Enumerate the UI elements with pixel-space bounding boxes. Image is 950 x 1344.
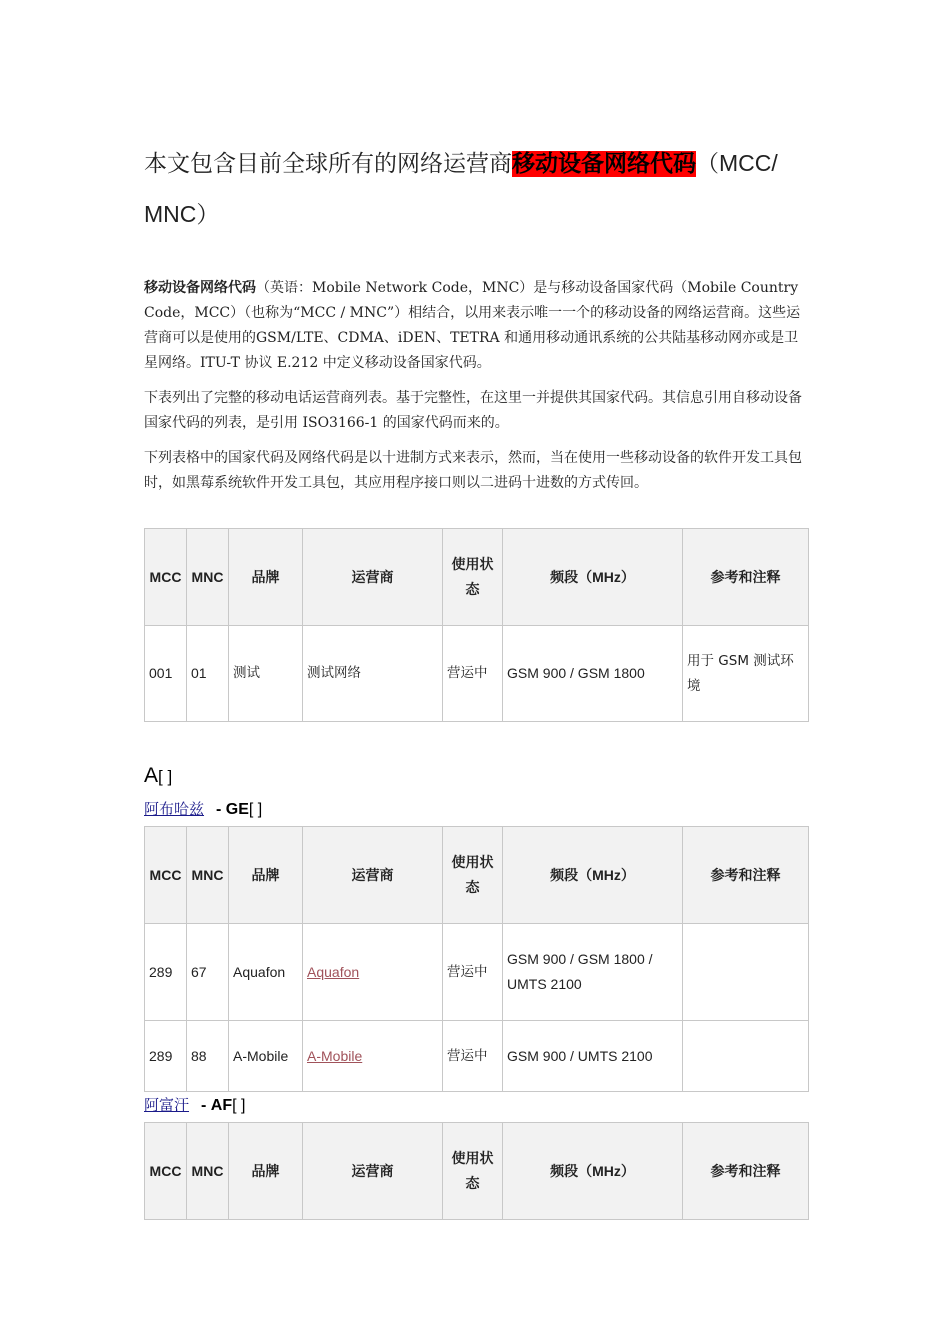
header-band: 频段（MHz）	[503, 827, 683, 924]
country-link-abkhazia[interactable]: 阿布哈兹	[144, 800, 205, 818]
table-header-row	[145, 1123, 809, 1220]
intro-paragraph-1	[144, 276, 808, 376]
title-suffix: （MCC/	[696, 150, 778, 176]
cell-brand: A-Mobile	[229, 1021, 303, 1092]
header-brand: 品牌	[229, 529, 303, 626]
header-status: 使用状态	[443, 827, 503, 924]
cell-mnc: 88	[187, 1021, 229, 1092]
header-band: 频段（MHz）	[503, 529, 683, 626]
cell-band: GSM 900 / UMTS 2100	[503, 1021, 683, 1092]
header-notes: 参考和注释	[683, 827, 809, 924]
document-title	[144, 138, 808, 240]
title-prefix: 本文包含目前全球所有的网络运营商	[144, 151, 512, 177]
cell-operator	[303, 1021, 443, 1092]
cell-status: 营运中	[443, 1021, 503, 1092]
header-band: 频段（MHz）	[503, 1123, 683, 1220]
header-operator: 运营商	[303, 529, 443, 626]
country-code: - AF	[201, 1097, 233, 1114]
cell-brand: 测试	[229, 626, 303, 722]
table-row	[145, 924, 809, 1021]
table-row	[145, 626, 809, 722]
cell-mnc: 01	[187, 626, 229, 722]
cell-notes	[683, 1021, 809, 1092]
operator-link[interactable]: A-Mobile	[307, 1047, 363, 1064]
table-header-row	[145, 827, 809, 924]
intro-definition: （英语：Mobile Network Code，MNC）是与移动设备国家代码（Mobile Country Code，MCC）（也称为“MCC / MNC”）相结合，以用来表示唯一一个的移动设备的网络运营商。这些运营商可以是使用的GSM/LTE、CDMA、iDEN、TETRA 和通用移动通讯系统的公共陆基移动网亦或是卫星网络。ITU-T 协议 E.212 中定义移动设备国家代码。	[144, 280, 801, 371]
cell-operator	[303, 924, 443, 1021]
cell-notes	[683, 924, 809, 1021]
cell-mcc: 289	[145, 1021, 187, 1092]
title-line2: MNC）	[144, 201, 220, 227]
header-mnc: MNC	[187, 529, 229, 626]
test-network-table	[144, 528, 809, 722]
header-notes: 参考和注释	[683, 529, 809, 626]
header-notes: 参考和注释	[683, 1123, 809, 1220]
cell-status: 营运中	[443, 924, 503, 1021]
header-operator: 运营商	[303, 827, 443, 924]
country-edit-link[interactable]: [ ]	[248, 801, 263, 818]
title-highlight: 移动设备网络代码	[512, 151, 696, 177]
header-mnc: MNC	[187, 1123, 229, 1220]
cell-notes: 用于 GSM 测试环境	[683, 626, 809, 722]
cell-brand: Aquafon	[229, 924, 303, 1021]
country-code: - GE	[216, 801, 249, 818]
cell-status: 营运中	[443, 626, 503, 722]
country-link-afghanistan[interactable]: 阿富汗	[144, 1096, 190, 1114]
operator-link[interactable]: Aquafon	[307, 963, 360, 980]
header-operator: 运营商	[303, 1123, 443, 1220]
header-mnc: MNC	[187, 827, 229, 924]
abkhazia-table	[144, 826, 809, 1092]
header-brand: 品牌	[229, 1123, 303, 1220]
cell-band: GSM 900 / GSM 1800 / UMTS 2100	[503, 924, 683, 1021]
header-brand: 品牌	[229, 827, 303, 924]
country-heading-afghanistan	[144, 1094, 245, 1115]
cell-mcc: 289	[145, 924, 187, 1021]
header-status: 使用状态	[443, 1123, 503, 1220]
header-status: 使用状态	[443, 529, 503, 626]
country-heading-abkhazia	[144, 798, 262, 819]
intro-term: 移动设备网络代码	[144, 280, 256, 296]
intro-paragraph-2: 下表列出了完整的移动电话运营商列表。基于完整性，在这里一并提供其国家代码。其信息引用自移动设备国家代码的列表，是引用 ISO3166-1 的国家代码而来的。	[144, 390, 802, 431]
afghanistan-table	[144, 1122, 809, 1220]
cell-operator: 测试网络	[303, 626, 443, 722]
cell-band: GSM 900 / GSM 1800	[503, 626, 683, 722]
table-row	[145, 1021, 809, 1092]
header-mcc: MCC	[145, 1123, 187, 1220]
cell-mcc: 001	[145, 626, 187, 722]
intro-paragraph-3: 下列表格中的国家代码及网络代码是以十进制方式来表示，然而，当在使用一些移动设备的软件开发工具包时，如黑莓系统软件开发工具包，其应用程序接口则以二进码十进数的方式传回。	[144, 450, 802, 491]
section-letter: A	[144, 764, 159, 787]
section-heading-a	[144, 764, 172, 788]
header-mcc: MCC	[145, 827, 187, 924]
country-edit-link[interactable]: [ ]	[232, 1097, 246, 1114]
header-mcc: MCC	[145, 529, 187, 626]
cell-mnc: 67	[187, 924, 229, 1021]
table-header-row	[145, 529, 809, 626]
section-edit-link[interactable]: [ ]	[158, 767, 173, 786]
